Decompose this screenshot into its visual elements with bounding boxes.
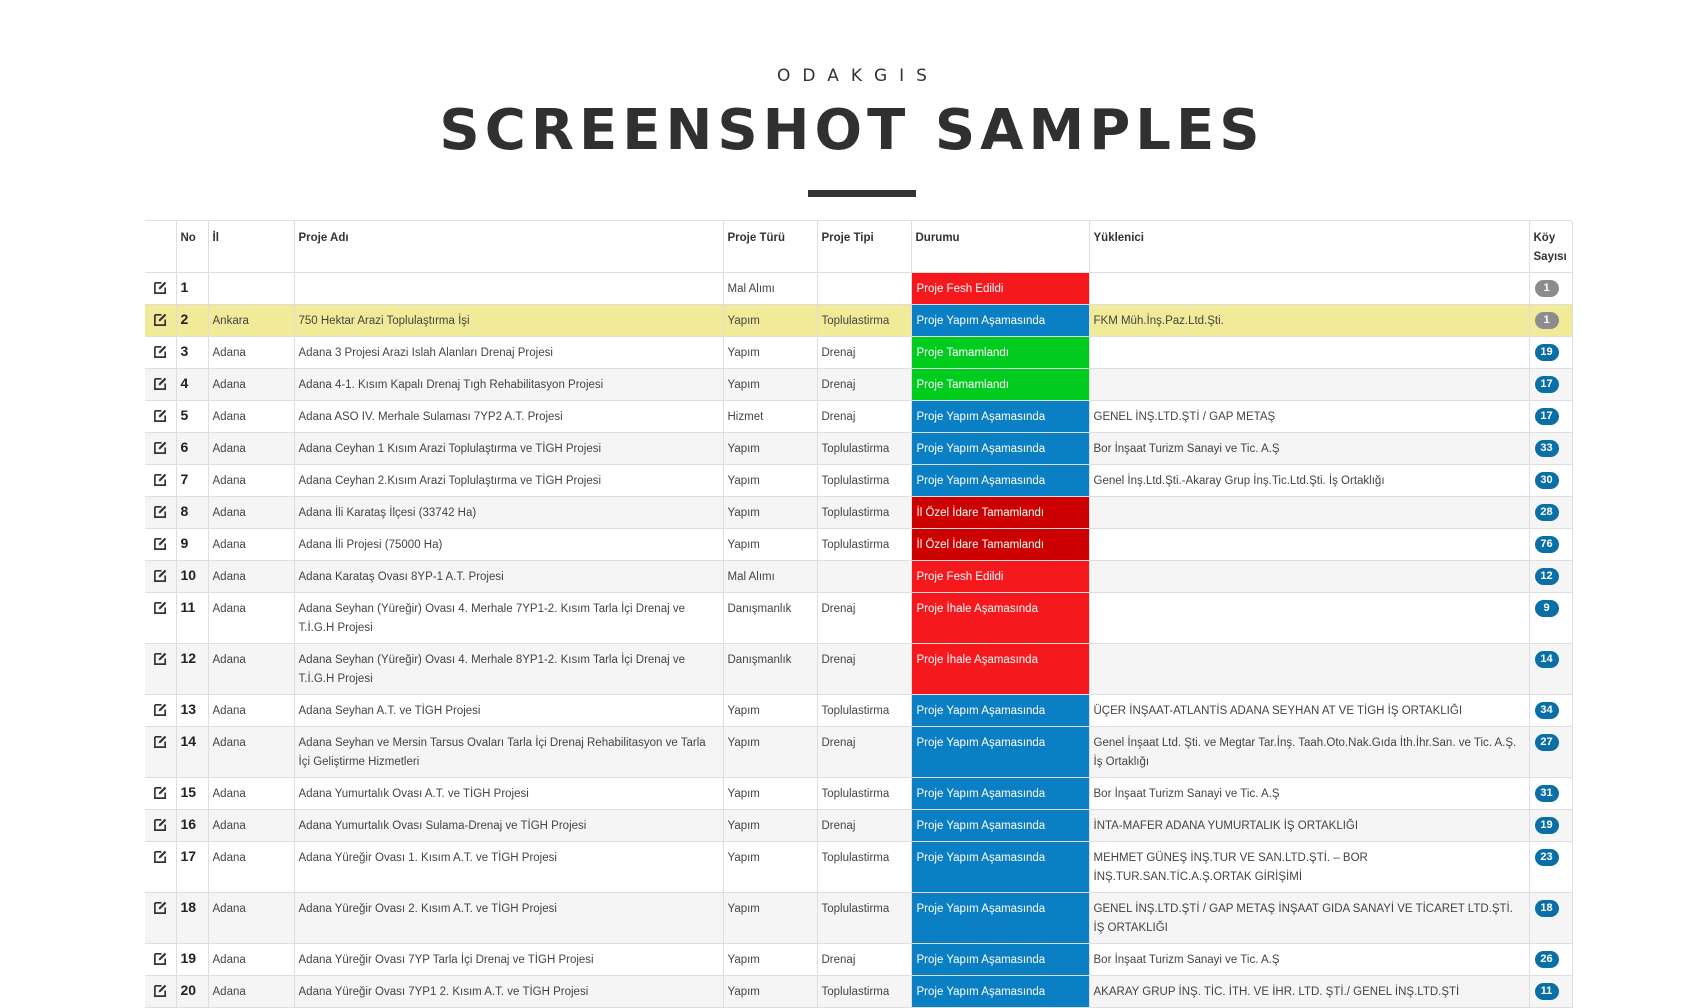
status-badge: Proje İhale Aşamasında	[911, 644, 1089, 695]
table-row[interactable]	[145, 401, 1572, 433]
row-proje-adi: Adana Seyhan (Yüreğir) Ovası 4. Merhale 8YP1-2. Kısım Tarla İçi Drenaj ve T.İ.G.H Projesi	[294, 644, 723, 695]
table-row[interactable]	[145, 433, 1572, 465]
row-yuklenici: GENEL İNŞ.LTD.ŞTİ / GAP METAŞ İNŞAAT GIDA SANAYİ VE TİCARET LTD.ŞTİ. İŞ ORTAKLIĞI	[1089, 893, 1529, 944]
row-proje-adi: Adana 3 Projesi Arazi Islah Alanları Drenaj Projesi	[294, 337, 723, 369]
table-row[interactable]	[145, 561, 1572, 593]
row-koy-sayisi-cell	[1529, 593, 1572, 644]
edit-icon[interactable]	[153, 651, 168, 666]
koy-count-badge: 19	[1535, 817, 1559, 834]
row-edit-cell[interactable]	[145, 433, 176, 465]
row-yuklenici: AKARAY GRUP İNŞ. TİC. İTH. VE İHR. LTD. ŞTİ./ GENEL İNŞ.LTD.ŞTİ	[1089, 976, 1529, 1008]
row-koy-sayisi-cell	[1529, 337, 1572, 369]
row-il: Adana	[208, 810, 294, 842]
table-row[interactable]	[145, 810, 1572, 842]
row-proje-turu: Yapım	[723, 529, 817, 561]
row-proje-tipi: Drenaj	[817, 593, 911, 644]
row-proje-adi: Adana Yüreğir Ovası 1. Kısım A.T. ve TİGH Projesi	[294, 842, 723, 893]
row-proje-adi: Adana Seyhan ve Mersin Tarsus Ovaları Tarla İçi Drenaj Rehabilitasyon ve Tarla İçi Geliştirme Hizmetleri	[294, 727, 723, 778]
edit-icon[interactable]	[153, 280, 168, 295]
row-proje-turu: Yapım	[723, 465, 817, 497]
row-koy-sayisi-cell	[1529, 497, 1572, 529]
koy-count-badge: 23	[1535, 849, 1559, 866]
koy-count-badge: 19	[1535, 344, 1559, 361]
row-edit-cell[interactable]	[145, 497, 176, 529]
edit-icon[interactable]	[153, 376, 168, 391]
koy-count-badge: 30	[1535, 472, 1559, 489]
row-edit-cell[interactable]	[145, 810, 176, 842]
row-proje-adi: Adana Yumurtalık Ovası Sulama-Drenaj ve TİGH Projesi	[294, 810, 723, 842]
status-badge: Proje Yapım Aşamasında	[911, 944, 1089, 976]
row-yuklenici: GENEL İNŞ.LTD.ŞTİ / GAP METAŞ	[1089, 401, 1529, 433]
row-proje-adi: Adana Seyhan (Yüreğir) Ovası 4. Merhale 7YP1-2. Kısım Tarla İçi Drenaj ve T.İ.G.H Projesi	[294, 593, 723, 644]
table-row[interactable]	[145, 944, 1572, 976]
row-yuklenici: Bor İnşaat Turizm Sanayi ve Tic. A.Ş	[1089, 778, 1529, 810]
status-badge: Proje Yapım Aşamasında	[911, 727, 1089, 778]
col-header-edit	[145, 221, 176, 273]
row-proje-tipi: Drenaj	[817, 727, 911, 778]
status-badge: Proje İhale Aşamasında	[911, 593, 1089, 644]
status-badge: Proje Yapım Aşamasında	[911, 778, 1089, 810]
koy-count-badge: 28	[1535, 504, 1559, 521]
row-number: 11	[176, 593, 208, 644]
row-proje-adi: Adana Yüreğir Ovası 2. Kısım A.T. ve TİGH Projesi	[294, 893, 723, 944]
row-proje-turu: Yapım	[723, 778, 817, 810]
row-il: Adana	[208, 644, 294, 695]
row-edit-cell[interactable]	[145, 944, 176, 976]
row-il	[208, 273, 294, 305]
row-yuklenici: İNTA-MAFER ADANA YUMURTALIK İŞ ORTAKLIĞI	[1089, 810, 1529, 842]
table-row[interactable]	[145, 842, 1572, 893]
table-row[interactable]	[145, 593, 1572, 644]
status-badge: Proje Fesh Edildi	[911, 561, 1089, 593]
table-row[interactable]	[145, 497, 1572, 529]
row-proje-adi: Adana Ceyhan 2.Kısım Arazi Toplulaştırma ve TİGH Projesi	[294, 465, 723, 497]
row-edit-cell[interactable]	[145, 778, 176, 810]
row-proje-adi: 750 Hektar Arazi Toplulaştırma İşi	[294, 305, 723, 337]
row-proje-turu: Yapım	[723, 305, 817, 337]
row-number: 19	[176, 944, 208, 976]
status-badge: Proje Tamamlandı	[911, 369, 1089, 401]
row-edit-cell[interactable]	[145, 305, 176, 337]
row-yuklenici	[1089, 561, 1529, 593]
row-number: 12	[176, 644, 208, 695]
row-il: Adana	[208, 561, 294, 593]
row-il: Adana	[208, 497, 294, 529]
row-il: Adana	[208, 944, 294, 976]
row-edit-cell[interactable]	[145, 695, 176, 727]
row-il: Adana	[208, 778, 294, 810]
row-koy-sayisi-cell	[1529, 465, 1572, 497]
row-edit-cell[interactable]	[145, 529, 176, 561]
row-il: Adana	[208, 727, 294, 778]
row-proje-adi: Adana Karataş Ovası 8YP-1 A.T. Projesi	[294, 561, 723, 593]
row-yuklenici: ÜÇER İNŞAAT-ATLANTİS ADANA SEYHAN AT VE TİGH İŞ ORTAKLIĞI	[1089, 695, 1529, 727]
row-edit-cell[interactable]	[145, 401, 176, 433]
edit-icon[interactable]	[153, 785, 168, 800]
row-yuklenici	[1089, 593, 1529, 644]
row-proje-tipi: Drenaj	[817, 810, 911, 842]
koy-count-badge: 1	[1535, 280, 1559, 297]
row-il: Adana	[208, 401, 294, 433]
row-proje-tipi: Drenaj	[817, 369, 911, 401]
row-edit-cell[interactable]	[145, 337, 176, 369]
row-yuklenici	[1089, 273, 1529, 305]
row-yuklenici: Bor İnşaat Turizm Sanayi ve Tic. A.Ş	[1089, 944, 1529, 976]
row-edit-cell[interactable]	[145, 644, 176, 695]
edit-icon[interactable]	[153, 951, 168, 966]
table-header-row	[145, 221, 1572, 273]
status-badge: Proje Yapım Aşamasında	[911, 842, 1089, 893]
row-il: Adana	[208, 337, 294, 369]
koy-count-badge: 34	[1535, 702, 1559, 719]
row-number: 8	[176, 497, 208, 529]
koy-count-badge: 1	[1535, 312, 1559, 329]
row-koy-sayisi-cell	[1529, 529, 1572, 561]
row-number: 18	[176, 893, 208, 944]
row-proje-tipi: Toplulastirma	[817, 842, 911, 893]
col-header-yuklenici[interactable]: Yüklenici	[1089, 221, 1529, 273]
row-il: Adana	[208, 465, 294, 497]
status-badge: İl Özel İdare Tamamlandı	[911, 529, 1089, 561]
title-underline	[808, 190, 916, 197]
col-header-koy-sayisi[interactable]: Köy Sayısı	[1529, 221, 1572, 273]
status-badge: Proje Tamamlandı	[911, 337, 1089, 369]
table-row[interactable]	[145, 529, 1572, 561]
row-proje-turu: Yapım	[723, 337, 817, 369]
koy-count-badge: 11	[1535, 983, 1559, 1000]
status-badge: Proje Yapım Aşamasında	[911, 305, 1089, 337]
row-proje-tipi: Toplulastirma	[817, 893, 911, 944]
table-row[interactable]	[145, 369, 1572, 401]
row-koy-sayisi-cell	[1529, 695, 1572, 727]
koy-count-badge: 76	[1535, 536, 1559, 553]
row-proje-turu: Mal Alımı	[723, 561, 817, 593]
row-number: 15	[176, 778, 208, 810]
page-title: SCREENSHOT SAMPLES	[439, 98, 1265, 163]
row-number: 13	[176, 695, 208, 727]
row-edit-cell[interactable]	[145, 273, 176, 305]
edit-icon[interactable]	[153, 344, 168, 359]
row-proje-turu: Yapım	[723, 944, 817, 976]
row-proje-turu: Yapım	[723, 893, 817, 944]
row-number: 7	[176, 465, 208, 497]
row-proje-tipi: Toplulastirma	[817, 305, 911, 337]
status-badge: Proje Yapım Aşamasında	[911, 401, 1089, 433]
table-row[interactable]	[145, 337, 1572, 369]
projects-table	[145, 221, 1573, 1008]
status-badge: İl Özel İdare Tamamlandı	[911, 497, 1089, 529]
row-edit-cell[interactable]	[145, 593, 176, 644]
row-proje-turu: Yapım	[723, 842, 817, 893]
row-number: 14	[176, 727, 208, 778]
row-proje-turu: Yapım	[723, 369, 817, 401]
koy-count-badge: 14	[1535, 651, 1559, 668]
koy-count-badge: 18	[1535, 900, 1559, 917]
row-number: 6	[176, 433, 208, 465]
row-edit-cell[interactable]	[145, 842, 176, 893]
row-yuklenici	[1089, 644, 1529, 695]
row-proje-tipi: Drenaj	[817, 644, 911, 695]
row-edit-cell[interactable]	[145, 465, 176, 497]
row-edit-cell[interactable]	[145, 893, 176, 944]
table-row[interactable]	[145, 976, 1572, 1008]
table-body	[145, 273, 1572, 1008]
row-proje-adi	[294, 273, 723, 305]
row-proje-adi: Adana İli Projesi (75000 Ha)	[294, 529, 723, 561]
row-proje-turu: Yapım	[723, 727, 817, 778]
row-proje-tipi: Drenaj	[817, 401, 911, 433]
edit-icon[interactable]	[153, 312, 168, 327]
row-koy-sayisi-cell	[1529, 369, 1572, 401]
table-row[interactable]	[145, 465, 1572, 497]
edit-icon[interactable]	[153, 440, 168, 455]
edit-icon[interactable]	[153, 983, 168, 998]
edit-icon[interactable]	[153, 408, 168, 423]
row-il: Adana	[208, 695, 294, 727]
status-badge: Proje Yapım Aşamasında	[911, 695, 1089, 727]
row-proje-tipi: Toplulastirma	[817, 529, 911, 561]
row-koy-sayisi-cell	[1529, 810, 1572, 842]
row-il: Adana	[208, 976, 294, 1008]
row-koy-sayisi-cell	[1529, 778, 1572, 810]
row-il: Adana	[208, 433, 294, 465]
row-proje-adi: Adana Seyhan A.T. ve TİGH Projesi	[294, 695, 723, 727]
row-number: 1	[176, 273, 208, 305]
row-proje-tipi	[817, 273, 911, 305]
edit-icon[interactable]	[153, 568, 168, 583]
row-edit-cell[interactable]	[145, 561, 176, 593]
row-koy-sayisi-cell	[1529, 561, 1572, 593]
row-proje-adi: Adana Yüreğir Ovası 7YP Tarla İçi Drenaj ve TİGH Projesi	[294, 944, 723, 976]
row-yuklenici	[1089, 369, 1529, 401]
status-badge: Proje Yapım Aşamasında	[911, 810, 1089, 842]
row-proje-turu: Hizmet	[723, 401, 817, 433]
row-proje-tipi: Toplulastirma	[817, 976, 911, 1008]
koy-count-badge: 17	[1535, 408, 1559, 425]
koy-count-badge: 17	[1535, 376, 1559, 393]
row-koy-sayisi-cell	[1529, 727, 1572, 778]
row-proje-turu: Yapım	[723, 976, 817, 1008]
row-proje-turu: Yapım	[723, 810, 817, 842]
row-il: Adana	[208, 593, 294, 644]
row-number: 9	[176, 529, 208, 561]
status-badge: Proje Yapım Aşamasında	[911, 976, 1089, 1008]
row-yuklenici: Genel İnş.Ltd.Şti.-Akaray Grup İnş.Tic.Ltd.Şti. İş Ortaklığı	[1089, 465, 1529, 497]
row-koy-sayisi-cell	[1529, 842, 1572, 893]
projects-table-container[interactable]	[145, 220, 1572, 998]
row-proje-adi: Adana Yüreğir Ovası 7YP1 2. Kısım A.T. ve TİGH Projesi	[294, 976, 723, 1008]
row-il: Adana	[208, 893, 294, 944]
edit-icon[interactable]	[153, 472, 168, 487]
row-yuklenici: FKM Müh.İnş.Paz.Ltd.Şti.	[1089, 305, 1529, 337]
row-proje-turu: Yapım	[723, 433, 817, 465]
row-proje-tipi: Toplulastirma	[817, 695, 911, 727]
row-yuklenici	[1089, 529, 1529, 561]
row-koy-sayisi-cell	[1529, 644, 1572, 695]
row-proje-turu: Danışmanlık	[723, 644, 817, 695]
row-number: 5	[176, 401, 208, 433]
row-yuklenici: Genel İnşaat Ltd. Şti. ve Megtar Tar.İnş. Taah.Oto.Nak.Gıda İth.İhr.San. ve Tic. A.Ş. İş Ortaklığı	[1089, 727, 1529, 778]
row-proje-tipi: Toplulastirma	[817, 778, 911, 810]
koy-count-badge: 33	[1535, 440, 1559, 457]
edit-icon[interactable]	[153, 734, 168, 749]
row-yuklenici	[1089, 497, 1529, 529]
row-il: Adana	[208, 369, 294, 401]
edit-icon[interactable]	[153, 504, 168, 519]
row-proje-tipi: Toplulastirma	[817, 497, 911, 529]
status-badge: Proje Yapım Aşamasında	[911, 465, 1089, 497]
row-koy-sayisi-cell	[1529, 893, 1572, 944]
row-number: 2	[176, 305, 208, 337]
row-proje-adi: Adana ASO IV. Merhale Sulaması 7YP2 A.T. Projesi	[294, 401, 723, 433]
koy-count-badge: 9	[1535, 600, 1559, 617]
table-row[interactable]	[145, 695, 1572, 727]
table-row[interactable]	[145, 644, 1572, 695]
row-proje-adi: Adana İli Karataş İlçesi (33742 Ha)	[294, 497, 723, 529]
edit-icon[interactable]	[153, 702, 168, 717]
row-number: 20	[176, 976, 208, 1008]
row-koy-sayisi-cell	[1529, 273, 1572, 305]
row-proje-tipi: Drenaj	[817, 944, 911, 976]
row-proje-adi: Adana Yumurtalık Ovası A.T. ve TİGH Projesi	[294, 778, 723, 810]
row-koy-sayisi-cell	[1529, 976, 1572, 1008]
row-number: 17	[176, 842, 208, 893]
row-koy-sayisi-cell	[1529, 944, 1572, 976]
status-badge: Proje Fesh Edildi	[911, 273, 1089, 305]
row-proje-adi: Adana Ceyhan 1 Kısım Arazi Toplulaştırma ve TİGH Projesi	[294, 433, 723, 465]
col-header-proje-turu[interactable]: Proje Türü	[723, 221, 817, 273]
row-yuklenici: Bor İnşaat Turizm Sanayi ve Tic. A.Ş	[1089, 433, 1529, 465]
row-number: 3	[176, 337, 208, 369]
koy-count-badge: 26	[1535, 951, 1559, 968]
col-header-durumu[interactable]: Durumu	[911, 221, 1089, 273]
koy-count-badge: 31	[1535, 785, 1559, 802]
col-header-proje-adi[interactable]: Proje Adı	[294, 221, 723, 273]
row-yuklenici	[1089, 337, 1529, 369]
edit-icon[interactable]	[153, 600, 168, 615]
row-proje-turu: Yapım	[723, 497, 817, 529]
table-row[interactable]	[145, 778, 1572, 810]
row-yuklenici: MEHMET GÜNEŞ İNŞ.TUR VE SAN.LTD.ŞTİ. – BOR İNŞ.TUR.SAN.TİC.A.Ş.ORTAK GİRİŞİMİ	[1089, 842, 1529, 893]
row-il: Ankara	[208, 305, 294, 337]
row-edit-cell[interactable]	[145, 976, 176, 1008]
koy-count-badge: 12	[1535, 568, 1559, 585]
row-number: 4	[176, 369, 208, 401]
koy-count-badge: 27	[1535, 734, 1559, 751]
row-number: 10	[176, 561, 208, 593]
status-badge: Proje Yapım Aşamasında	[911, 433, 1089, 465]
row-proje-turu: Danışmanlık	[723, 593, 817, 644]
col-header-proje-tipi[interactable]: Proje Tipi	[817, 221, 911, 273]
row-edit-cell[interactable]	[145, 727, 176, 778]
table-row[interactable]	[145, 305, 1572, 337]
row-proje-turu: Yapım	[723, 695, 817, 727]
row-proje-tipi: Drenaj	[817, 337, 911, 369]
table-row[interactable]	[145, 893, 1572, 944]
col-header-il[interactable]: İl	[208, 221, 294, 273]
table-row[interactable]	[145, 273, 1572, 305]
status-badge: Proje Yapım Aşamasında	[911, 893, 1089, 944]
row-proje-tipi	[817, 561, 911, 593]
row-proje-tipi: Toplulastirma	[817, 433, 911, 465]
row-koy-sayisi-cell	[1529, 401, 1572, 433]
row-koy-sayisi-cell	[1529, 305, 1572, 337]
row-proje-turu: Mal Alımı	[723, 273, 817, 305]
row-il: Adana	[208, 529, 294, 561]
edit-icon[interactable]	[153, 849, 168, 864]
row-il: Adana	[208, 842, 294, 893]
edit-icon[interactable]	[153, 536, 168, 551]
edit-icon[interactable]	[153, 817, 168, 832]
col-header-no[interactable]: No	[176, 221, 208, 273]
row-proje-tipi: Toplulastirma	[817, 465, 911, 497]
brand-name: ODAKGIS	[777, 66, 939, 86]
row-koy-sayisi-cell	[1529, 433, 1572, 465]
table-row[interactable]	[145, 727, 1572, 778]
row-edit-cell[interactable]	[145, 369, 176, 401]
row-number: 16	[176, 810, 208, 842]
edit-icon[interactable]	[153, 900, 168, 915]
row-proje-adi: Adana 4-1. Kısım Kapalı Drenaj Tıgh Rehabilitasyon Projesi	[294, 369, 723, 401]
